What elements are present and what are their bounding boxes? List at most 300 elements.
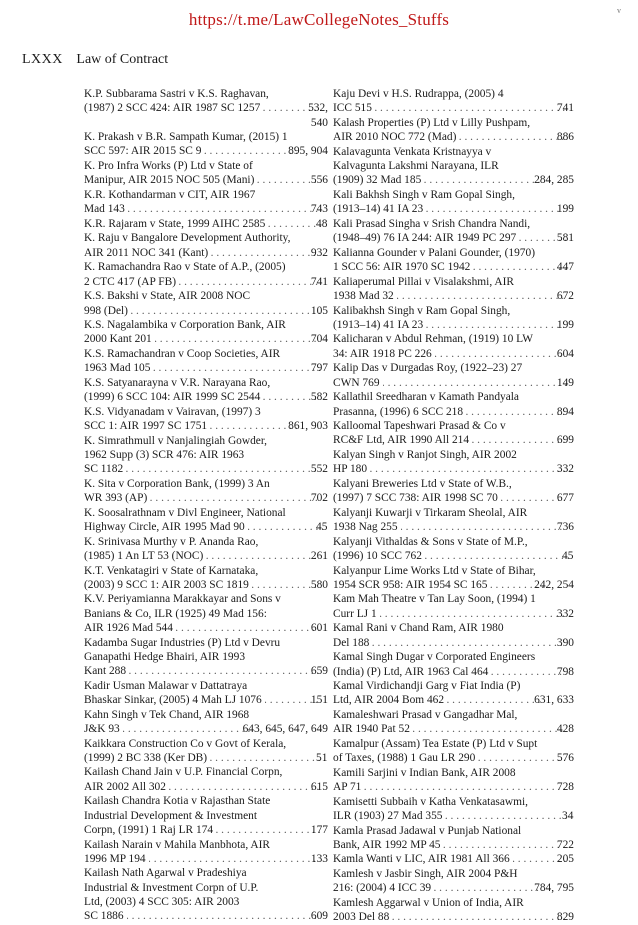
page-reference: 699	[556, 434, 574, 447]
dot-leader	[466, 405, 566, 419]
entry-citation: 1938 Nag 255	[333, 521, 398, 534]
entry-citation: Prasanna, (1996) 6 SCC 218	[333, 405, 464, 418]
entry-line: Kamlesh v Jasbir Singh, AIR 2004 P&H	[333, 868, 518, 881]
entry-citation-row	[84, 361, 328, 375]
index-entry	[333, 708, 574, 737]
page-reference: 631, 633	[534, 694, 574, 707]
page-reference: 797	[310, 362, 328, 375]
entry-line: Banians & Co, ILR (1925) 49 Mad 156:	[84, 607, 267, 620]
dot-leader	[392, 910, 566, 924]
entry-line: Kamal Rani v Chand Ram, AIR 1980	[333, 622, 504, 635]
entry-citation: Kamla Wanti v LIC, AIR 1981 All 366	[333, 853, 510, 866]
entry-line: K. Simrathmull v Nanjalingiah Gowder,	[84, 434, 268, 447]
page-reference: 615	[310, 780, 328, 793]
entry-line: Kam Mah Theatre v Tan Lay Soon, (1994) 1	[333, 593, 536, 606]
index-entry	[333, 737, 574, 766]
entry-line: Kailash Nath Agarwal v Pradeshiya	[84, 867, 247, 880]
dot-leader	[375, 101, 566, 115]
index-entry	[333, 506, 574, 535]
entry-citation-row	[84, 390, 328, 404]
page-reference: 390	[556, 636, 574, 649]
entry-citation-row	[333, 722, 574, 736]
entry-citation: (2003) 9 SCC 1: AIR 2003 SC 1819	[84, 578, 249, 591]
entry-citation: Corpn, (1991) 1 Raj LR 174	[84, 823, 214, 836]
entry-citation: (1909) 32 Mad 185	[333, 174, 422, 187]
index-entry	[84, 231, 328, 260]
entry-line: Kallathil Sreedharan v Kamath Pandyala	[333, 391, 519, 404]
index-entry	[333, 564, 574, 593]
running-header	[22, 52, 168, 68]
entry-citation: AP 71	[333, 781, 362, 794]
page-reference: 741	[310, 275, 328, 288]
entry-line: K.S. Bakshi v State, AIR 2008 NOC	[84, 290, 251, 303]
index-entry	[84, 477, 328, 506]
page-reference: 736	[556, 521, 574, 534]
index-entry	[84, 87, 328, 130]
page-reference: 428	[556, 723, 574, 736]
entry-line: Kadir Usman Malawar v Dattatraya	[84, 679, 248, 692]
dot-leader	[179, 275, 320, 289]
entry-line: Kalyanpur Lime Works Ltd v State of Bihar,	[333, 564, 536, 577]
entry-line: Kamla Prasad Jadawal v Punjab National	[333, 824, 522, 837]
entry-citation-row	[333, 751, 574, 765]
entry-line: Kahn Singh v Tek Chand, AIR 1968	[84, 708, 250, 721]
index-entry	[333, 477, 574, 506]
entry-citation-row	[333, 260, 574, 274]
book-title: Law of Contract	[76, 52, 169, 67]
index-entry	[333, 592, 574, 621]
dot-leader	[397, 289, 566, 303]
entry-citation-row	[333, 405, 574, 419]
entry-citation-row	[84, 304, 328, 318]
page-reference: 199	[556, 318, 574, 331]
page-reference: 261	[310, 549, 328, 562]
entry-citation-row	[333, 693, 574, 707]
dot-leader	[248, 520, 325, 534]
dot-leader	[210, 751, 325, 765]
page-reference: 861, 903	[288, 420, 328, 433]
page-reference: 205	[556, 853, 574, 866]
index-entry	[84, 376, 328, 405]
index-entry	[333, 795, 574, 824]
entry-line: Kaju Devi v H.S. Rudrappa, (2005) 4	[333, 88, 504, 100]
index-entry	[84, 866, 328, 923]
entry-citation: Mad 143	[84, 203, 125, 216]
index-entry	[84, 289, 328, 318]
page-reference: 829	[556, 911, 574, 924]
dot-leader	[252, 578, 320, 592]
entry-line: Kailash Narain v Mahila Manbhota, AIR	[84, 838, 271, 851]
dot-leader	[401, 520, 566, 534]
entry-citation: of Taxes, (1988) 1 Gau LR 290	[333, 752, 476, 765]
page-reference: 894	[556, 405, 574, 418]
entry-citation-row	[333, 289, 574, 303]
entry-citation-row	[333, 520, 574, 534]
dot-leader	[383, 376, 566, 390]
right-column	[333, 87, 574, 925]
entry-line: Kalavagunta Venkata Kristnayya v	[333, 145, 492, 158]
entry-citation-row	[84, 173, 328, 187]
page-reference: 886	[556, 131, 574, 144]
entry-citation: SCC 1: AIR 1997 SC 1751	[84, 420, 208, 433]
entry-citation: Bank, AIR 1992 MP 45	[333, 838, 441, 851]
index-entry	[333, 535, 574, 564]
index-entry	[84, 708, 328, 737]
index-entry	[84, 564, 328, 593]
index-entry	[333, 116, 574, 145]
entry-citation: Ltd, AIR 2004 Bom 462	[333, 694, 445, 707]
index-entry	[84, 506, 328, 535]
entry-citation-row	[84, 144, 328, 158]
index-entry	[333, 867, 574, 896]
index-entry	[84, 737, 328, 766]
entry-citation: 2000 Kant 201	[84, 333, 152, 346]
entry-citation-row: (1999) 2 BC 338 (Ker DB) . . . 51	[96, 751, 328, 765]
entry-citation-row	[84, 578, 328, 592]
corner-mark: v	[617, 6, 621, 15]
entry-citation-row	[84, 621, 328, 635]
page-reference: 643, 645, 647, 649	[242, 723, 328, 735]
entry-citation: AIR 2011 NOC 341 (Kant)	[84, 246, 209, 259]
entry-citation-row	[84, 823, 328, 837]
entry-citation: HP 180	[333, 463, 368, 476]
entry-citation: 998 (Del)	[84, 304, 128, 317]
index-entry	[333, 824, 574, 853]
index-entry	[84, 535, 328, 564]
entry-citation-row: K.R. Rajaram v State, 1999 AIHC 2585 . . . 48	[96, 217, 328, 231]
entry-citation: AIR 2010 NOC 772 (Mad)	[333, 131, 457, 144]
entry-line: Industrial Development & Investment	[84, 809, 258, 822]
index-entry	[84, 188, 328, 217]
entry-citation: Bhaskar Sinkar, (2005) 4 Mah LJ 1076	[84, 694, 262, 707]
index-entry	[84, 405, 328, 434]
entry-citation-row	[84, 275, 328, 289]
entry-citation: AIR 1940 Pat 52	[333, 723, 410, 736]
dot-leader	[211, 246, 320, 260]
entry-citation: 1938 Mad 32	[333, 289, 394, 302]
entry-citation-row	[333, 202, 574, 216]
entry-citation: (1999) 2 BC 338 (Ker DB)	[84, 751, 208, 764]
entry-line: K. Srinivasa Murthy v P. Ananda Rao,	[84, 535, 259, 548]
entry-citation: ICC 515	[333, 102, 372, 115]
entry-line: Ganapathi Hedge Bhairi, AIR 1993	[84, 650, 246, 663]
index-entry	[333, 361, 574, 390]
entry-citation: (1913–14) 41 IA 23	[333, 203, 424, 216]
page-reference: 151	[310, 694, 328, 707]
index-entry	[84, 260, 328, 289]
page-reference: 580	[310, 578, 328, 591]
entry-line: Kalip Das v Durgadas Roy, (1922–23) 27	[333, 362, 523, 375]
entry-line: Kamlesh Aggarwal v Union of India, AIR	[333, 896, 524, 909]
entry-line: Kamalpur (Assam) Tea Estate (P) Ltd v Supt	[333, 737, 538, 750]
entry-citation-row	[84, 202, 328, 216]
entry-citation-row	[84, 549, 328, 563]
entry-citation: (1985) 1 An LT 53 (NOC)	[84, 549, 204, 562]
page-reference: 659	[310, 665, 328, 678]
entry-citation: (1996) 10 SCC 762	[333, 549, 422, 562]
entry-citation-row	[333, 491, 574, 505]
entry-line: K. Ramachandra Rao v State of A.P., (2005)	[84, 261, 286, 274]
entry-line: K.S. Vidyanadam v Vairavan, (1997) 3	[84, 405, 261, 418]
page-reference-continued: 540	[310, 116, 328, 129]
dot-leader	[204, 144, 297, 158]
page-reference: 105	[310, 304, 328, 317]
page-reference: 932	[310, 246, 328, 259]
entry-citation-row	[333, 838, 574, 852]
index-entry	[333, 87, 574, 116]
index-entry	[333, 145, 574, 188]
entry-citation-row	[333, 636, 574, 650]
page-reference: 895, 904	[288, 145, 328, 158]
dot-leader	[210, 419, 297, 433]
entry-citation: 2 CTC 417 (AP FB)	[84, 275, 176, 288]
dot-leader	[126, 462, 320, 476]
index-entry	[333, 390, 574, 419]
entry-citation-row	[333, 433, 574, 447]
entry-citation: Curr LJ 1	[333, 607, 377, 620]
index-entry	[84, 765, 328, 794]
entry-citation-row	[333, 578, 574, 592]
entry-citation-row: (1996) 10 SCC 762 . . . 45	[345, 549, 574, 563]
entry-citation: SC 1886	[84, 910, 124, 923]
page-reference: 149	[556, 376, 574, 389]
index-entry	[333, 246, 574, 275]
dot-leader	[413, 722, 566, 736]
entry-citation: RC&F Ltd, AIR 1990 All 214	[333, 434, 470, 447]
page-reference: 728	[556, 781, 574, 794]
index-entry	[333, 217, 574, 246]
entry-line: Kalianna Gounder v Palani Gounder, (1970)	[333, 246, 535, 259]
entry-citation-row	[333, 376, 574, 390]
entry-citation: SCC 597: AIR 2015 SC 9	[84, 145, 202, 158]
entry-citation: 1963 Mad 105	[84, 362, 151, 375]
dot-leader	[445, 809, 571, 823]
index-entry	[333, 419, 574, 448]
entry-citation-row	[333, 665, 574, 679]
page-reference: 177	[310, 823, 328, 836]
dot-leader	[129, 664, 320, 678]
entry-citation: (1997) 7 SCC 738: AIR 1998 SC 70	[333, 492, 498, 505]
entry-citation-row: ILR (1903) 27 Mad 355 . . . 34	[345, 809, 574, 823]
entry-citation-row	[84, 246, 328, 260]
entry-line: K.S. Ramachandran v Coop Societies, AIR	[84, 348, 281, 361]
entry-citation-row	[333, 852, 574, 866]
entry-line: Kaliaperumal Pillai v Visalakshmi, AIR	[333, 275, 515, 288]
index-entry	[84, 636, 328, 679]
index-entry	[333, 679, 574, 708]
entry-citation: (India) (P) Ltd, AIR 1963 Cal 464	[333, 665, 489, 678]
page-reference: 242, 254	[534, 578, 574, 591]
page-reference: 704	[310, 333, 328, 346]
entry-line: K.V. Periyamianna Marakkayar and Sons v	[84, 593, 281, 606]
dot-leader	[128, 202, 320, 216]
dot-leader	[127, 909, 320, 923]
dot-leader	[459, 130, 566, 144]
index-entry	[333, 766, 574, 795]
entry-citation-row	[84, 780, 328, 794]
entry-citation-row	[333, 607, 574, 621]
telegram-link[interactable]: https://t.me/LawCollegeNotes_Stuffs	[188, 10, 450, 29]
entry-line: 1962 Supp (3) SCR 476: AIR 1963	[84, 448, 245, 461]
entry-citation: Kant 288	[84, 665, 127, 678]
entry-citation-row	[333, 462, 574, 476]
entry-citation-row	[84, 909, 328, 923]
entry-citation-row	[333, 780, 574, 794]
dot-leader	[370, 462, 566, 476]
index-entry	[84, 794, 328, 837]
index-entry	[84, 434, 328, 477]
page-reference: 609	[310, 910, 328, 923]
page-reference: 784, 795	[534, 882, 574, 895]
dot-leader	[473, 260, 566, 274]
entry-line: Ltd, (2003) 4 SCC 305: AIR 2003	[84, 896, 240, 909]
page-reference: 702	[310, 492, 328, 505]
dot-leader	[150, 491, 320, 505]
entry-line: Kadamba Sugar Industries (P) Ltd v Devru	[84, 636, 281, 649]
index-entry	[333, 852, 574, 866]
entry-citation: J&K 93	[84, 723, 120, 735]
entry-line: Kalibakhsh Singh v Ram Gopal Singh,	[333, 304, 511, 317]
dot-leader	[153, 361, 319, 375]
index-entry	[84, 159, 328, 188]
entry-citation-row	[84, 693, 328, 707]
dot-leader	[155, 332, 320, 346]
index-entry	[84, 679, 328, 708]
index-entry	[333, 448, 574, 477]
page-reference: 332	[556, 607, 574, 620]
entry-citation: WR 393 (AP)	[84, 492, 148, 505]
dot-leader	[206, 549, 320, 563]
entry-citation: ILR (1903) 27 Mad 355	[333, 809, 443, 822]
entry-citation-row: Highway Circle, AIR 1995 Mad 90 . . . 45	[96, 520, 328, 534]
entry-line: Kali Bakhsh Singh v Ram Gopal Singh,	[333, 188, 515, 201]
entry-citation-row	[84, 722, 328, 736]
dot-leader	[434, 881, 543, 895]
entry-citation-row	[333, 231, 574, 245]
dot-leader	[424, 173, 543, 187]
page-reference: 552	[310, 463, 328, 476]
page-reference: 722	[556, 838, 574, 851]
left-column	[84, 87, 328, 924]
index-entry	[84, 347, 328, 376]
entry-line: Kalyanji Kuwarji v Tirkaram Sheolal, AIR	[333, 506, 528, 519]
entry-line: Kamisetti Subbaih v Katha Venkatasawmi,	[333, 795, 528, 808]
entry-citation: Manipur, AIR 2015 NOC 505 (Mani)	[84, 174, 255, 187]
entry-citation: AIR 2002 All 302	[84, 780, 166, 793]
entry-citation-row	[333, 101, 574, 115]
entry-line: Industrial & Investment Corpn of U.P.	[84, 881, 259, 894]
page-reference: 582	[310, 391, 328, 404]
index-entry	[84, 592, 328, 635]
entry-citation: 2003 Del 88	[333, 911, 390, 924]
entry-citation: AIR 1926 Mad 544	[84, 622, 173, 635]
entry-citation: 216: (2004) 4 ICC 39	[333, 882, 432, 895]
index-entry	[333, 332, 574, 361]
entry-citation-row	[84, 419, 328, 433]
page-reference: 532,	[308, 102, 328, 115]
entry-citation-row	[333, 881, 574, 895]
entry-citation: 1996 MP 194	[84, 852, 146, 865]
entry-line: K. Pro Infra Works (P) Ltd v State of	[84, 160, 253, 173]
dot-leader	[216, 823, 320, 837]
dot-leader	[176, 621, 320, 635]
dot-leader	[443, 838, 565, 852]
entry-line: K.S. Nagalambika v Corporation Bank, AIR	[84, 319, 286, 332]
page-reference: 601	[310, 622, 328, 635]
entry-line: Kalyani Breweries Ltd v State of W.B.,	[333, 477, 512, 490]
page-reference: 284, 285	[534, 174, 574, 187]
entry-citation: (1948–49) 76 IA 244: AIR 1949 PC 297	[333, 232, 517, 245]
entry-line: Kailash Chand Jain v U.P. Financial Corpn,	[84, 766, 283, 779]
entry-line: Kalyan Singh v Ranjot Singh, AIR 2002	[333, 448, 517, 461]
index-entry	[84, 838, 328, 867]
index-entry	[333, 188, 574, 217]
index-entry	[84, 318, 328, 347]
index-entry	[333, 275, 574, 304]
entry-line: Kaikkara Construction Co v Govt of Kerala,	[84, 737, 287, 750]
entry-citation: 1 SCC 56: AIR 1970 SC 1942	[333, 261, 471, 274]
entry-citation-row	[333, 173, 574, 187]
entry-citation: K.R. Rajaram v State, 1999 AIHC 2585	[84, 217, 266, 230]
index-entry	[333, 621, 574, 650]
page-reference: 556	[310, 174, 328, 187]
entry-citation: 34: AIR 1918 PC 226	[333, 347, 432, 360]
dot-leader	[123, 722, 252, 736]
entry-citation: Highway Circle, AIR 1995 Mad 90	[84, 521, 245, 534]
entry-line: Kamaleshwari Prasad v Gangadhar Mal,	[333, 709, 518, 721]
dot-leader	[435, 347, 566, 361]
dot-leader	[478, 751, 566, 765]
page-reference: 798	[556, 665, 574, 678]
entry-line: Kalvagunta Lakshmi Narayana, ILR	[333, 160, 499, 173]
entry-line: K.P. Subbarama Sastri v K.S. Raghavan,	[84, 88, 269, 100]
entry-line: Kalyanji Vithaldas & Sons v State of M.P.,	[333, 535, 528, 548]
dot-leader	[447, 693, 543, 707]
entry-line: K. Sita v Corporation Bank, (1999) 3 An	[84, 477, 270, 490]
page-reference: 741	[556, 102, 574, 115]
dot-leader	[380, 607, 566, 621]
entry-citation-row	[84, 852, 328, 866]
entry-line: Kalloomal Tapeshwari Prasad & Co v	[333, 420, 506, 433]
entry-line: Kalash Properties (P) Ltd v Lilly Pushpam,	[333, 116, 531, 129]
page-reference: 743	[310, 203, 328, 216]
index-entry	[333, 650, 574, 679]
dot-leader	[131, 304, 320, 318]
page-reference: 604	[556, 347, 574, 360]
dot-leader	[491, 665, 566, 679]
entry-line: K. Soosalrathnam v Divl Engineer, National	[84, 506, 286, 519]
entry-citation: (1999) 6 SCC 104: AIR 1999 SC 2544	[84, 391, 261, 404]
index-entry	[333, 896, 574, 925]
dot-leader	[472, 433, 566, 447]
index-entry	[333, 304, 574, 333]
entry-line: Kamal Singh Dugar v Corporated Engineers	[333, 651, 536, 664]
entry-citation: CWN 769	[333, 376, 380, 389]
page-reference: 332	[556, 463, 574, 476]
dot-leader	[169, 780, 320, 794]
entry-citation-row	[84, 332, 328, 346]
entry-citation-row	[84, 664, 328, 678]
dot-leader	[149, 852, 320, 866]
page-number: LXXX	[22, 52, 63, 67]
entry-line: K. Raju v Bangalore Development Authority,	[84, 232, 291, 245]
entry-citation-row	[333, 130, 574, 144]
dot-leader	[372, 636, 566, 650]
entry-line: Kalicharan v Abdul Rehman, (1919) 10 LW	[333, 333, 534, 346]
page-reference: 199	[556, 203, 574, 216]
entry-line: K. Prakash v B.R. Sampath Kumar, (2015) 1	[84, 131, 288, 144]
index-entry	[84, 217, 328, 231]
